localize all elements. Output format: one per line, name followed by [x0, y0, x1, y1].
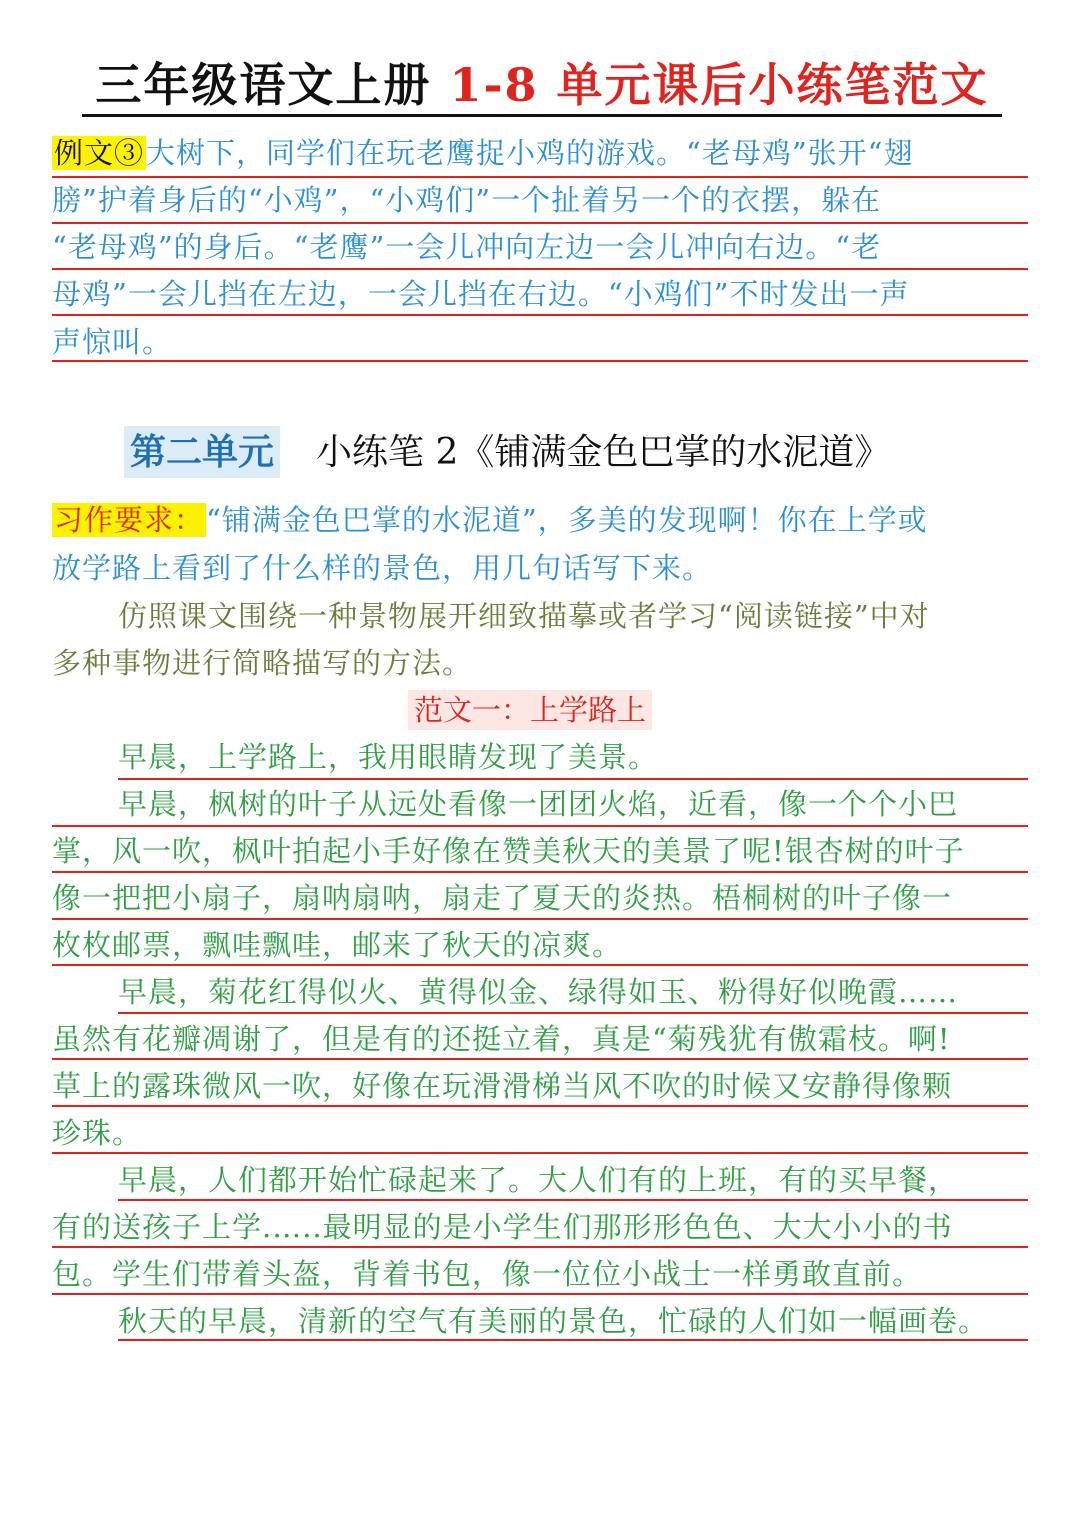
ruled-line	[118, 778, 1028, 780]
ruled-line	[52, 314, 1028, 316]
example3-line-3: “老母鸡”的身后。“老鹰”一会儿冲向左边一会儿冲向右边。“老	[52, 230, 882, 264]
ruled-line	[118, 1339, 1028, 1341]
sample-line-11: 有的送孩子上学.…..最明显的是小学生们那形形色色、大大小小的书	[52, 1210, 953, 1244]
sample-line-3: 掌，风一吹，枫叶拍起小手好像在赞美秋天的美景了呢!银杏树的叶子	[52, 834, 965, 868]
unit-heading	[124, 426, 890, 478]
sample-line-8: 草上的露珠微风一吹，好像在玩滑滑梯当风不吹的时候又安静得像颗	[52, 1069, 953, 1103]
title-prefix: 三年级语文上册	[95, 58, 432, 112]
sample-line-2: 早晨，枫树的叶子从远处看像一团团火焰，近看，像一个个小巴	[118, 787, 959, 821]
requirement-text-1: “铺满金色巴掌的水泥道”，多美的发现啊！你在上学或	[206, 503, 928, 537]
ruled-line	[52, 1152, 1028, 1154]
sample-line-12: 包。学生们带着头盔，背着书包，像一位位小战士一样勇敢直前。	[52, 1257, 923, 1291]
ruled-line	[118, 1199, 1028, 1201]
tip-line-1: 仿照课文围绕一种景物展开细致描摹或者学习“阅读链接”中对	[118, 599, 930, 633]
ruled-line	[52, 1246, 1028, 1248]
ruled-line	[52, 1058, 1028, 1060]
requirement-line-2: 放学路上看到了什么样的景色，用几句话写下来。	[52, 551, 713, 585]
ruled-line	[52, 918, 1028, 920]
title-highlight: 1-8 单元课后小练笔范文	[449, 58, 989, 112]
sample-title: 范文一：上学路上	[408, 690, 652, 730]
sample-line-9: 珍珠。	[52, 1116, 143, 1150]
example3-line-5: 声惊叫。	[52, 325, 173, 359]
ruled-line	[52, 268, 1028, 270]
unit-badge: 第二单元	[124, 426, 280, 478]
ruled-line	[52, 176, 1028, 178]
example3-line-4: 母鸡”一会儿挡在左边，一会儿挡在右边。“小鸡们”不时发出一声	[52, 277, 910, 311]
ruled-line	[52, 825, 1028, 827]
sample-line-7: 虽然有花瓣凋谢了，但是有的还挺立着，真是“菊残犹有傲霜枝。啊!	[52, 1022, 951, 1056]
title-underline	[82, 114, 1002, 117]
ruled-line	[52, 871, 1028, 873]
example3-line-1	[52, 133, 1032, 173]
ruled-line	[118, 1012, 1028, 1014]
sample-line-13: 秋天的早晨，清新的空气有美丽的景色，忙碌的人们如一幅画卷。	[118, 1304, 989, 1338]
ruled-line	[52, 360, 1028, 362]
ruled-line	[52, 222, 1028, 224]
example3-badge: 例文③	[54, 136, 145, 170]
tip-line-2: 多种事物进行简略描写的方法。	[52, 646, 473, 680]
unit-title: 小练笔 2《铺满金色巴掌的水泥道》	[316, 432, 891, 473]
ruled-line	[52, 1105, 1028, 1107]
requirement-line-1	[52, 500, 1032, 540]
sample-line-1: 早晨，上学路上，我用眼睛发现了美景。	[118, 740, 659, 774]
sample-line-5: 枚枚邮票，飘哇飘哇，邮来了秋天的凉爽。	[52, 928, 623, 962]
sample-line-10: 早晨，人们都开始忙碌起来了。大人们有的上班，有的买早餐，	[118, 1163, 959, 1197]
requirement-label: 习作要求：	[54, 503, 205, 537]
page-title	[82, 56, 1002, 114]
sample-line-4: 像一把把小扇子，扇呐扇呐，扇走了夏天的炎热。梧桐树的叶子像一	[52, 881, 953, 915]
ruled-line	[52, 964, 1028, 966]
example3-text-1: 大树下，同学们在玩老鹰捉小鸡的游戏。“老母鸡”张开“翅	[146, 136, 914, 170]
ruled-line	[52, 1293, 1028, 1295]
sample-line-6: 早晨，菊花红得似火、黄得似金、绿得如玉、粉得好似晚霞……	[118, 975, 959, 1009]
example3-line-2: 膀”护着身后的“小鸡”，“小鸡们”一个扯着另一个的衣摆，躲在	[52, 183, 882, 217]
